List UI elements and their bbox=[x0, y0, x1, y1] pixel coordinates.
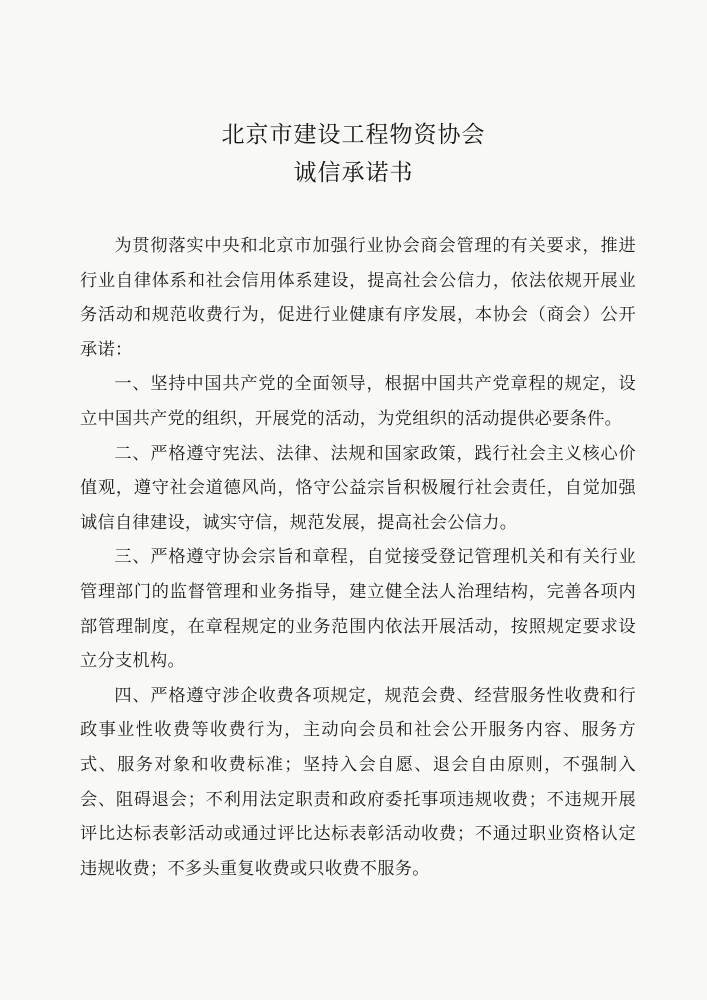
title-document-name: 诚信承诺书 bbox=[293, 160, 414, 186]
paragraph-commitment-3: 三、严格遵守协会宗旨和章程，自觉接受登记管理机关和有关行业管理部门的监督管理和业务指导，建立健全法人治理结构，完善各项内部管理制度，在章程规定的业务范围内依法开展活动，按照规定要求设立分支机构。 bbox=[80, 547, 636, 672]
title-organization: 北京市建设工程物资协会 bbox=[221, 122, 486, 148]
document-title bbox=[0, 116, 707, 192]
document-body bbox=[80, 229, 636, 886]
paragraph-commitment-2: 二、严格遵守宪法、法律、法规和国家政策，践行社会主义核心价值观，遵守社会道德风尚，恪守公益宗旨积极履行社会责任，自觉加强诚信自律建设，诚实守信，规范发展，提高社会公信力。 bbox=[80, 443, 636, 533]
paragraph-commitment-4: 四、严格遵守涉企收费各项规定，规范会费、经营服务性收费和行政事业性收费等收费行为，主动向会员和社会公开服务内容、服务方式、服务对象和收费标准；坚持入会自愿、退会自由原则，不强制入会、阻碍退会；不利用法定职责和政府委托事项违规收费；不违规开展评比达标表彰活动或通过评比达标表彰活动收费；不通过职业资格认定违规收费；不多头重复收费或只收费不服务。 bbox=[80, 685, 636, 879]
paragraph-intro: 为贯彻落实中央和北京市加强行业协会商会管理的有关要求，推进行业自律体系和社会信用体系建设，提高社会公信力，依法依规开展业务活动和规范收费行为，促进行业健康有序发展，本协会（商会）公开承诺： bbox=[80, 236, 636, 360]
paragraph-commitment-1: 一、坚持中国共产党的全面领导，根据中国共产党章程的规定，设立中国共产党的组织，开展党的活动，为党组织的活动提供必要条件。 bbox=[80, 374, 636, 429]
